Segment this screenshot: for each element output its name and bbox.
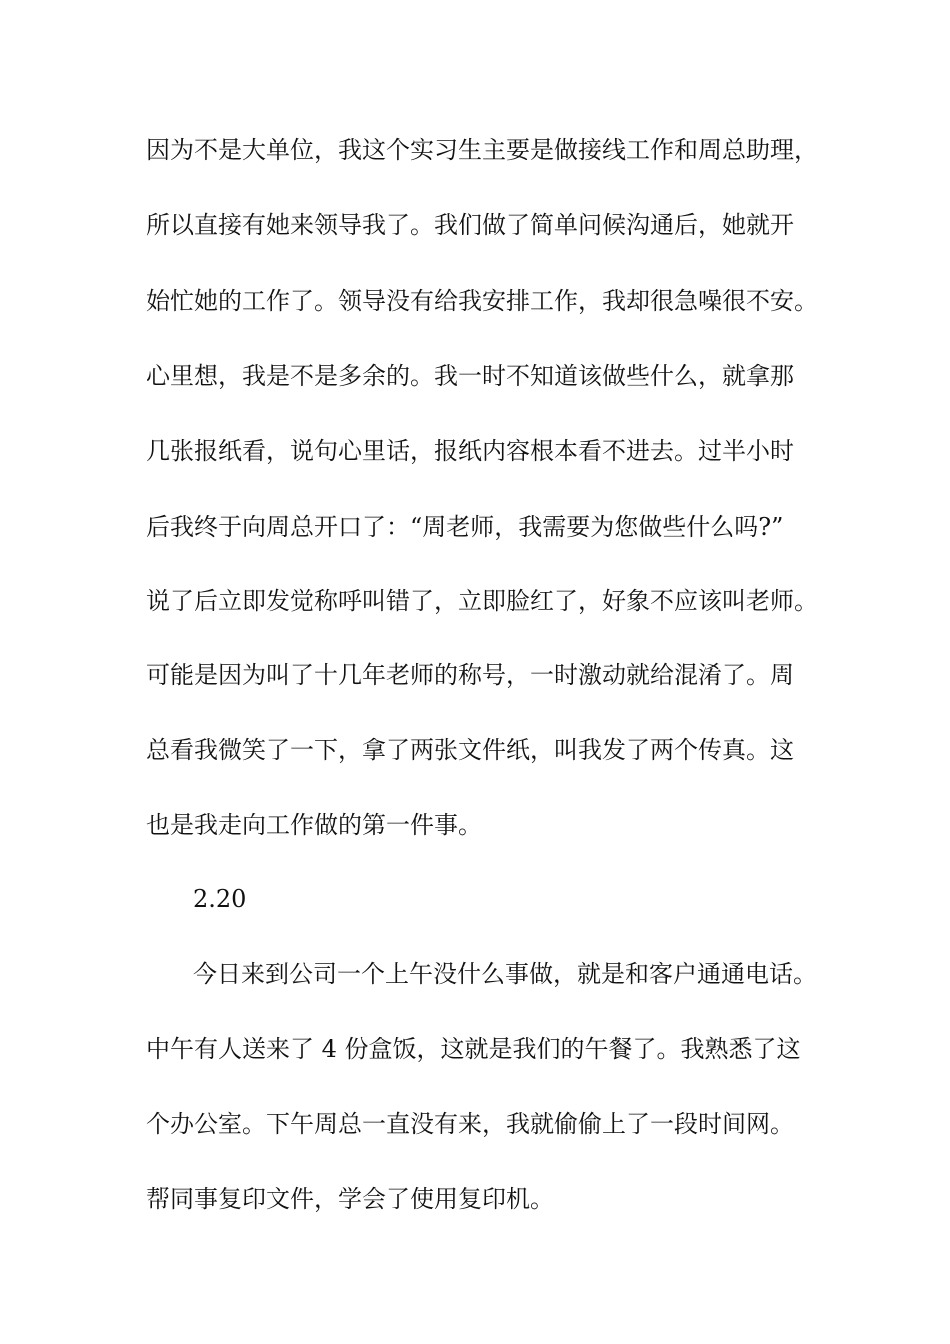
date-heading: 2.20 — [193, 885, 247, 913]
paragraph-line: 个办公室。下午周总一直没有来，我就偷偷上了一段时间网。 — [146, 1110, 794, 1138]
paragraph-line: 总看我微笑了一下，拿了两张文件纸，叫我发了两个传真。这 — [146, 736, 794, 764]
paragraph-line: 可能是因为叫了十几年老师的称号，一时激动就给混淆了。周 — [146, 661, 794, 689]
paragraph-line: 也是我走向工作做的第一件事。 — [146, 811, 482, 839]
paragraph-line: 几张报纸看，说句心里话，报纸内容根本看不进去。过半小时 — [146, 437, 794, 465]
paragraph-line: 今日来到公司一个上午没什么事做，就是和客户通通电话。 — [193, 960, 817, 988]
paragraph-line: 心里想，我是不是多余的。我一时不知道该做些什么，就拿那 — [146, 362, 794, 390]
paragraph-line: 帮同事复印文件，学会了使用复印机。 — [146, 1185, 554, 1213]
paragraph-line: 后我终于向周总开口了：“周老师，我需要为您做些什么吗?” — [146, 513, 784, 541]
paragraph-line: 说了后立即发觉称呼叫错了，立即脸红了，好象不应该叫老师。 — [146, 587, 818, 615]
paragraph-line: 因为不是大单位，我这个实习生主要是做接线工作和周总助理， — [146, 136, 818, 164]
paragraph-line: 始忙她的工作了。领导没有给我安排工作，我却很急噪很不安。 — [146, 287, 818, 315]
paragraph-line: 所以直接有她来领导我了。我们做了简单问候沟通后，她就开 — [146, 211, 794, 239]
paragraph-line: 中午有人送来了 4 份盒饭，这就是我们的午餐了。我熟悉了这 — [146, 1035, 801, 1063]
